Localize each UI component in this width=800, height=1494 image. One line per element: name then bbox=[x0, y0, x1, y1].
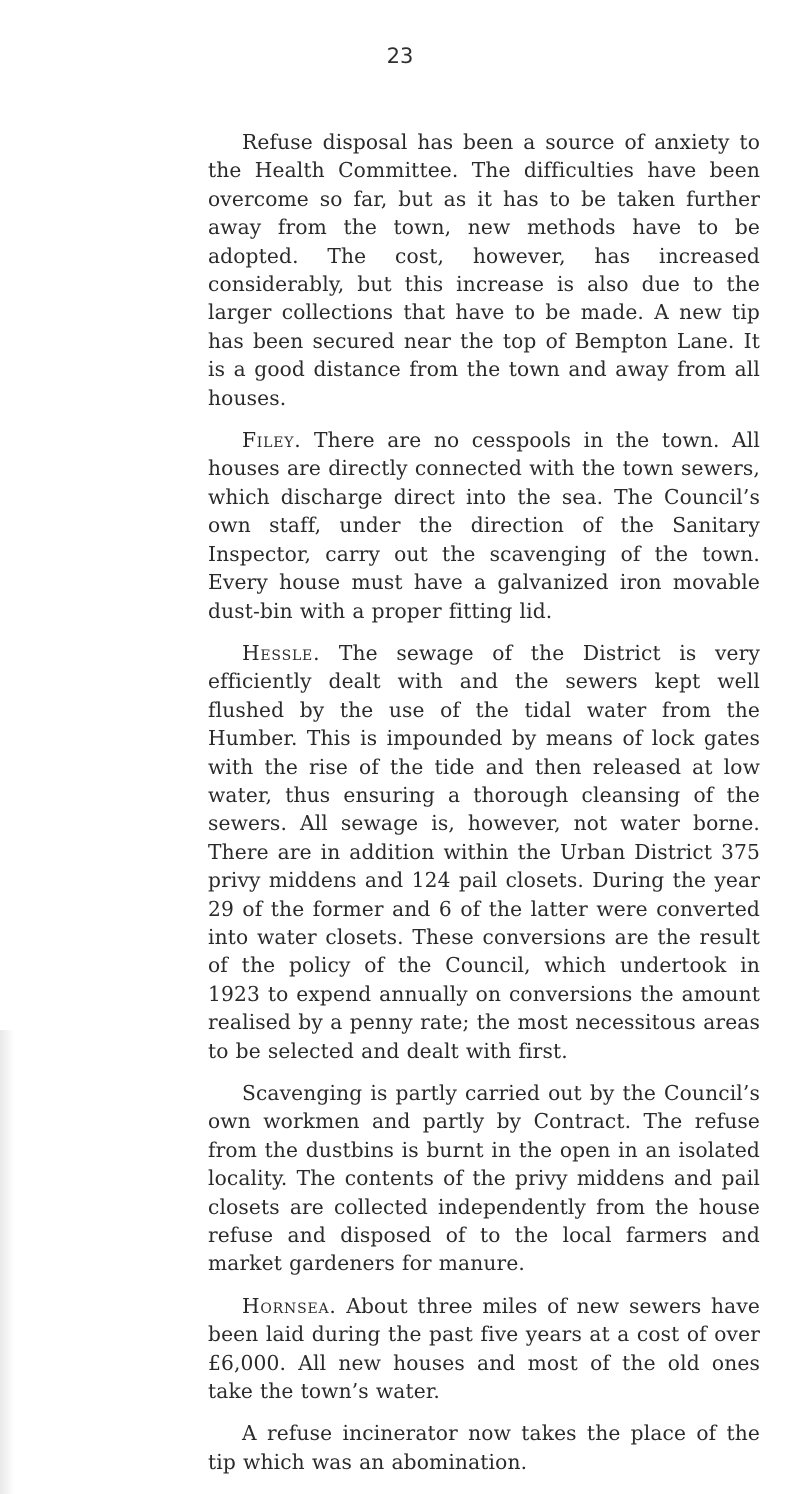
body-text bbox=[208, 128, 760, 1490]
page-number: 23 bbox=[386, 44, 414, 68]
paragraph-text: Scavenging is partly carried out by the Council’s own workmen and partly by Contract. The refuse from the dustbins is burnt in the open in an isolated locality. The contents of the privy middens and pail closets are collected independently from the house refuse and disposed of to the local farmers and market gardeners for manure. bbox=[208, 1081, 760, 1276]
paragraph-text: A refuse incinerator now takes the place of the tip which was an abomination. bbox=[208, 1421, 760, 1474]
paragraph-scavenging bbox=[208, 1079, 760, 1278]
paragraph-filey bbox=[208, 426, 760, 625]
paragraph-text: There are no cesspools in the town. All houses are directly connected with the town sewers, which discharge direct into the sea. The Council’s own staff, under the direction of the Sanitary Inspector, carry out the scavenging of the town. Every house must have a galvanized iron movable dust-bin with a proper fitting lid. bbox=[208, 428, 760, 623]
place-heading-hessle: Hessle. bbox=[242, 640, 321, 665]
paragraph-text: The sewage of the District is very efficiently dealt with and the sewers kept well flushed by the use of the tidal water from the Humber. This is impounded by means of lock gates with the rise of the tide and then released at low water, thus ensuring a thorough cleansing of the sewers. All sewage is, however, not water borne. There are in addition within the Urban District 375 privy middens and 124 pail closets. During the year 29 of the former and 6 of the latter were converted into water closets. These conversions are the result of the policy of the Council, which undertook in 1923 to expend annually on conversions the amount realised by a penny rate; the most necessitous areas to be selected and dealt with first. bbox=[208, 640, 760, 1063]
paragraph-refuse-disposal bbox=[208, 128, 760, 412]
place-heading-filey: Filey. bbox=[242, 428, 302, 453]
paragraph-hessle bbox=[208, 639, 760, 1065]
page-edge-shadow bbox=[0, 1030, 14, 1494]
paragraph-incinerator bbox=[208, 1419, 760, 1476]
paragraph-hornsea bbox=[208, 1292, 760, 1406]
paragraph-text: Refuse disposal has been a source of anxiety to the Health Committee. The difficulties have been overcome so far, but as it has to be taken further away from the town, new methods have to be adopted. The cost, however, has increased considerably, but this increase is also due to the larger collections that have to be made. A new tip has been secured near the top of Bempton Lane. It is a good distance from the town and away from all houses. bbox=[208, 130, 760, 410]
place-heading-hornsea: Hornsea. bbox=[242, 1293, 337, 1318]
paragraph-text: About three miles of new sewers have been laid during the past five years at a cost of over £6,000. All new houses and most of the old ones take the town’s water. bbox=[208, 1293, 760, 1404]
